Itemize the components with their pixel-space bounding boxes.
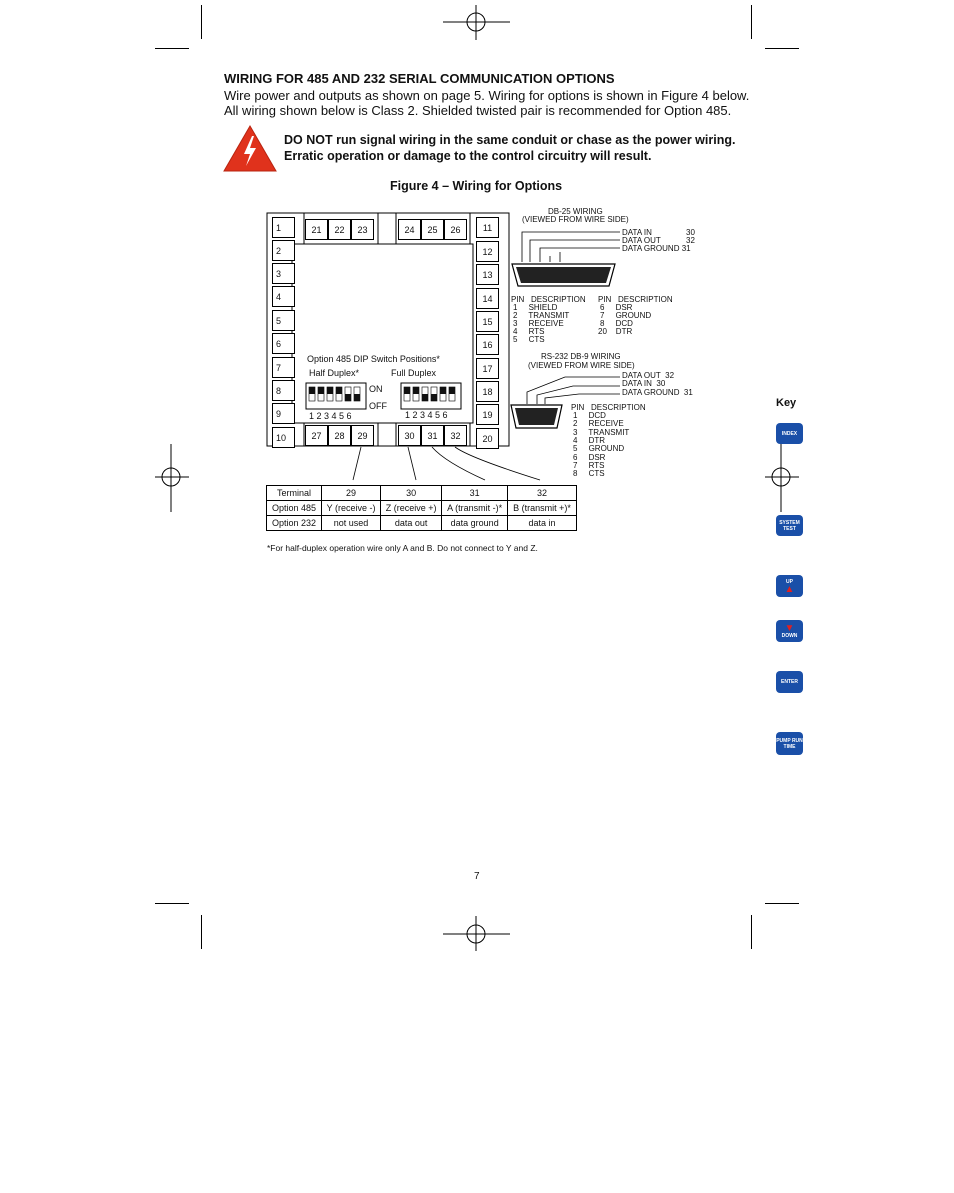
terminal: 15 bbox=[476, 311, 499, 332]
terminal: 21 bbox=[305, 219, 328, 240]
up-arrow-icon: ▲ bbox=[784, 583, 795, 595]
terminal: 29 bbox=[351, 425, 374, 446]
terminal: 23 bbox=[351, 219, 374, 240]
db25-pin-row: 2 TRANSMIT bbox=[513, 311, 570, 320]
table-cell: data out bbox=[381, 516, 442, 531]
table-cell: 31 bbox=[442, 486, 508, 501]
table-header-row bbox=[267, 486, 577, 501]
db25-signal-label: DATA OUT bbox=[622, 236, 661, 245]
db9-pin-row: 6 DSR bbox=[573, 453, 606, 462]
terminal: 20 bbox=[476, 428, 499, 449]
table-cell: 30 bbox=[381, 486, 442, 501]
terminal: 31 bbox=[421, 425, 444, 446]
dip-switch-full-duplex bbox=[401, 383, 461, 409]
terminal: 10 bbox=[272, 427, 295, 448]
terminal: 17 bbox=[476, 358, 499, 379]
terminal: 28 bbox=[328, 425, 351, 446]
key-label: Key bbox=[776, 397, 797, 409]
terminal: 12 bbox=[476, 241, 499, 262]
table-cell: data ground bbox=[442, 516, 508, 531]
terminal: 27 bbox=[305, 425, 328, 446]
table-cell: not used bbox=[322, 516, 381, 531]
db25-signal-label: DATA GROUND 31 bbox=[622, 244, 691, 253]
db25-pin-row: 8 DCD bbox=[600, 319, 633, 328]
table-cell: Y (receive -) bbox=[322, 501, 381, 516]
db9-pin-row: 7 RTS bbox=[573, 461, 605, 470]
warning-line-2: Erratic operation or damage to the control circuitry will result. bbox=[284, 149, 652, 163]
dip-off-label: OFF bbox=[369, 401, 387, 411]
db25-pin-header: PIN DESCRIPTION bbox=[598, 295, 673, 304]
terminal: 13 bbox=[476, 264, 499, 285]
table-row bbox=[267, 501, 577, 516]
db9-subtitle: (VIEWED FROM WIRE SIDE) bbox=[528, 361, 635, 370]
terminal: 14 bbox=[476, 288, 499, 309]
figure-title: Figure 4 – Wiring for Options bbox=[390, 179, 563, 193]
table-cell: Z (receive +) bbox=[381, 501, 442, 516]
dip-on-label: ON bbox=[369, 384, 383, 394]
db9-pin-row: 8 CTS bbox=[573, 469, 605, 478]
db9-pin-row: 5 GROUND bbox=[573, 444, 625, 453]
page-number: 7 bbox=[474, 871, 480, 882]
table-cell: 29 bbox=[322, 486, 381, 501]
footnote: *For half-duplex operation wire only A and B. Do not connect to Y and Z. bbox=[267, 543, 538, 553]
db25-connector bbox=[512, 264, 615, 286]
system-test-key-button: SYSTEM TEST bbox=[776, 515, 803, 536]
dip-switch-half-duplex bbox=[306, 383, 366, 409]
db25-pin-row: 7 GROUND bbox=[600, 311, 652, 320]
terminal: 24 bbox=[398, 219, 421, 240]
table-cell: Option 232 bbox=[267, 516, 322, 531]
intro-line-2: All wiring shown below is Class 2. Shielded twisted pair is recommended for Option 485. bbox=[224, 103, 732, 118]
down-key-button bbox=[776, 620, 803, 642]
db9-pin-row: 2 RECEIVE bbox=[573, 419, 624, 428]
down-key-label: DOWN bbox=[781, 632, 798, 639]
table-cell: A (transmit -)* bbox=[442, 501, 508, 516]
table-cell: B (transmit +)* bbox=[508, 501, 577, 516]
terminal: 6 bbox=[272, 333, 295, 354]
index-key-button: INDEX bbox=[776, 423, 803, 444]
terminal: 26 bbox=[444, 219, 467, 240]
dip-full-numbers: 1 2 3 4 5 6 bbox=[405, 410, 448, 420]
dip-half-numbers: 1 2 3 4 5 6 bbox=[309, 411, 352, 421]
terminal: 4 bbox=[272, 286, 295, 307]
terminal: 32 bbox=[444, 425, 467, 446]
db25-pin-row: 1 SHIELD bbox=[513, 303, 558, 312]
section-heading: WIRING FOR 485 AND 232 SERIAL COMMUNICATION OPTIONS bbox=[224, 71, 615, 86]
db25-subtitle: (VIEWED FROM WIRE SIDE) bbox=[522, 215, 629, 224]
db25-pin-row: 3 RECEIVE bbox=[513, 319, 564, 328]
pump-run-time-key-button: PUMP RUN TIME bbox=[776, 732, 803, 755]
db9-pin-row: 4 DTR bbox=[573, 436, 606, 445]
up-key-button bbox=[776, 575, 803, 597]
db9-signal: DATA GROUND 31 bbox=[622, 388, 693, 397]
terminal: 22 bbox=[328, 219, 351, 240]
dip-half-label: Half Duplex* bbox=[309, 368, 360, 378]
table-cell: data in bbox=[508, 516, 577, 531]
terminal: 25 bbox=[421, 219, 444, 240]
db9-pin-row: 3 TRANSMIT bbox=[573, 428, 630, 437]
terminal: 7 bbox=[272, 357, 295, 378]
db25-title: DB-25 WIRING bbox=[548, 207, 603, 216]
down-arrow-icon: ▼ bbox=[784, 622, 795, 634]
terminal: 16 bbox=[476, 334, 499, 355]
intro-line-1: Wire power and outputs as shown on page 5. Wiring for options is shown in Figure 4 below. bbox=[224, 88, 750, 103]
terminal-table bbox=[266, 485, 577, 531]
terminal: 8 bbox=[272, 380, 295, 401]
table-row bbox=[267, 516, 577, 531]
terminal: 11 bbox=[476, 217, 499, 238]
db25-pin-header: PIN DESCRIPTION bbox=[511, 295, 586, 304]
terminal: 5 bbox=[272, 310, 295, 331]
terminal: 3 bbox=[272, 263, 295, 284]
terminal: 19 bbox=[476, 404, 499, 425]
db25-pin-row: 5 CTS bbox=[513, 335, 545, 344]
table-cell: Option 485 bbox=[267, 501, 322, 516]
db9-connector bbox=[511, 405, 562, 428]
db9-signal: DATA IN 30 bbox=[622, 379, 666, 388]
db9-signal: DATA OUT 32 bbox=[622, 371, 675, 380]
db25-signal-label: DATA IN bbox=[622, 228, 652, 237]
db25-signal-pin: 32 bbox=[686, 236, 695, 245]
terminal: 30 bbox=[398, 425, 421, 446]
db25-pin-row: 4 RTS bbox=[513, 327, 545, 336]
terminal: 1 bbox=[272, 217, 295, 238]
db25-pin-row: 20 DTR bbox=[598, 327, 633, 336]
db25-signal-pin: 30 bbox=[686, 228, 695, 237]
terminal: 18 bbox=[476, 381, 499, 402]
terminal: 2 bbox=[272, 240, 295, 261]
dip-full-label: Full Duplex bbox=[391, 368, 437, 378]
db9-title: RS-232 DB-9 WIRING bbox=[541, 352, 621, 361]
terminal: 9 bbox=[272, 403, 295, 424]
table-cell: 32 bbox=[508, 486, 577, 501]
up-key-label: UP bbox=[786, 578, 793, 585]
enter-key-button: ENTER bbox=[776, 671, 803, 693]
dip-title: Option 485 DIP Switch Positions* bbox=[307, 354, 440, 364]
warning-line-1: DO NOT run signal wiring in the same conduit or chase as the power wiring. bbox=[284, 133, 736, 147]
table-cell: Terminal bbox=[267, 486, 322, 501]
db9-pin-header: PIN DESCRIPTION bbox=[571, 403, 646, 412]
db25-pin-row: 6 DSR bbox=[600, 303, 633, 312]
db9-pin-row: 1 DCD bbox=[573, 411, 606, 420]
